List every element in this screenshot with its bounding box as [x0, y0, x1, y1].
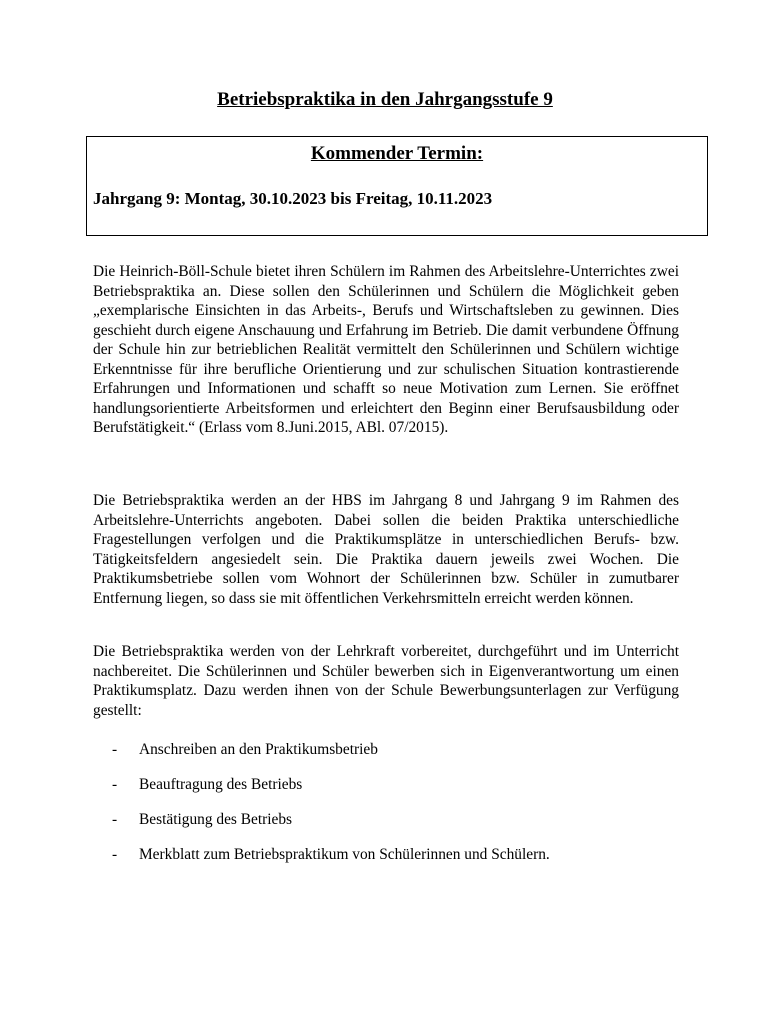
list-item-text: Merkblatt zum Betriebspraktikum von Schülerinnen und Schülern. — [139, 846, 550, 863]
list-item-text: Anschreiben an den Praktikumsbetrieb — [139, 741, 378, 758]
upcoming-date-range: Jahrgang 9: Montag, 30.10.2023 bis Freitag, 10.11.2023 — [93, 189, 493, 208]
list-item — [112, 740, 550, 775]
list-item-text: Bestätigung des Betriebs — [139, 811, 293, 828]
upcoming-date-heading: Kommender Termin: — [310, 143, 484, 164]
list-item-text: Beauftragung des Betriebs — [139, 776, 303, 793]
list-dash: - — [112, 776, 118, 793]
list-dash: - — [112, 846, 118, 863]
list-dash: - — [112, 811, 118, 828]
organization-paragraph: Die Betriebspraktika werden an der HBS im Jahrgang 8 und Jahrgang 9 im Rahmen des Arbeitslehre-Unterrichts angeboten. Dabei sollen die beiden Praktika unterschiedliche Fragestellungen verfolgen und die Praktikumsplätze in unterschiedlichen Berufs- bzw. Tätigkeitsfeldern angesiedelt sein. Die Praktika dauern jeweils zwei Wochen. Die Praktikumsbetriebe sollen vom Wohnort der Schülerinnen bzw. Schüler in zumutbarer Entfernung liegen, so dass sie mit öffentlichen Verkehrsmitteln erreicht werden können. — [93, 492, 679, 607]
application-documents-list — [112, 740, 550, 880]
list-item — [112, 845, 550, 880]
document-title: Betriebspraktika in den Jahrgangsstufe 9 — [217, 89, 553, 110]
list-item — [112, 810, 550, 845]
intro-paragraph: Die Heinrich-Böll-Schule bietet ihren Schülern im Rahmen des Arbeitslehre-Unterrichtes zwei Betriebspraktika an. Diese sollen den Schülerinnen und Schülern die Möglichkeit geben „exemplarische Einsichten in das Arbeits-, Berufs und Wirtschaftsleben zu gewinnen. Dies geschieht durch eigene Anschauung und Erfahrung im Betrieb. Die damit verbundene Öffnung der Schule hin zur betrieblichen Realität vermittelt den Schülerinnen und Schülern wichtige Erkenntnisse für ihre berufliche Orientierung und zur schulischen Situation kontrastierende Erfahrungen und Informationen und schafft so neue Motivation zum Lernen. Sie eröffnet handlungsorientierte Arbeitsformen und erleichtert den Beginn einer Berufsausbildung oder Berufstätigkeit.“ (Erlass vom 8.Juni.2015, ABl. 07/2015). — [93, 263, 679, 436]
upcoming-date-box — [86, 136, 708, 236]
list-dash: - — [112, 741, 118, 758]
application-paragraph: Die Betriebspraktika werden von der Lehrkraft vorbereitet, durchgeführt und im Unterricht nachbereitet. Die Schülerinnen und Schüler bewerben sich in Eigenverantwortung um einen Praktikumsplatz. Dazu werden ihnen von der Schule Bewerbungsunterlagen zur Verfügung gestellt: — [93, 643, 679, 719]
list-item — [112, 775, 550, 810]
